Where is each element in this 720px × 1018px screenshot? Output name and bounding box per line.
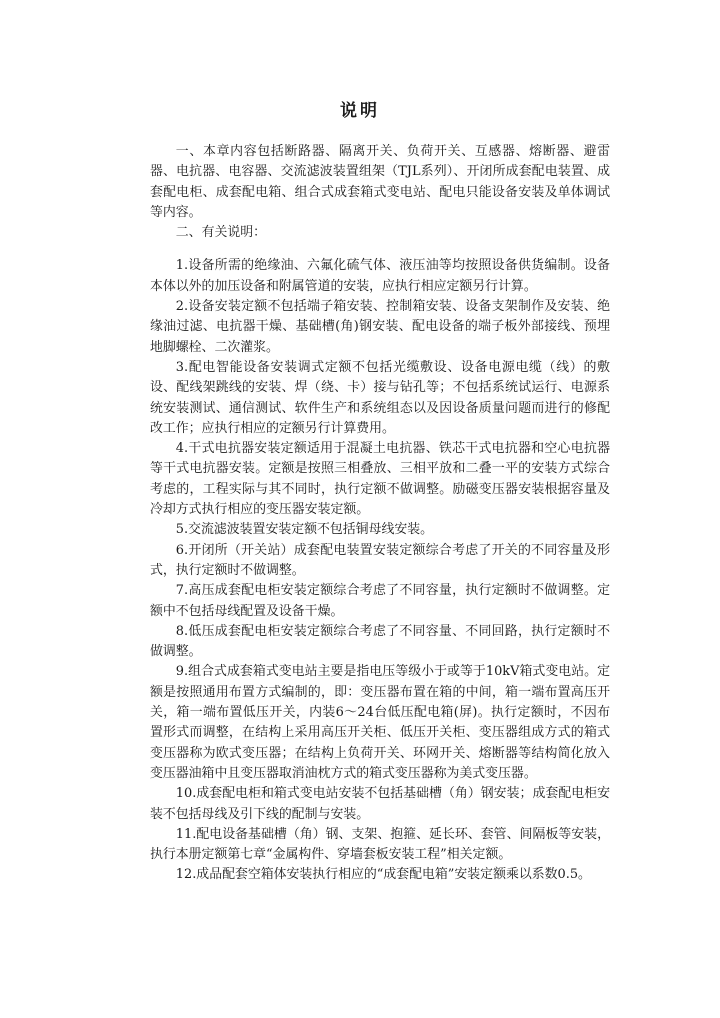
- paragraph-note-1: 1.设备所需的绝缘油、六氟化硫气体、液压油等均按照设备供货编制。设备本体以外的加压设备和附属管道的安装，应执行相应定额另行计算。: [150, 258, 610, 294]
- paragraph-note-5: 5.交流滤波装置安装定额不包括铜母线安装。: [175, 522, 434, 538]
- page-title: 说明: [340, 101, 380, 121]
- paragraph-scope: 一、本章内容包括断路器、隔离开关、负荷开关、互感器、熔断器、避雷器、电抗器、电容器、交流滤波装置组架（TJL系列）、开闭所成套配电装置、成套配电柜、成套配电箱、组合式成套箱式变电站、配电只能设备安装及单体调试等内容。: [150, 144, 610, 220]
- paragraph-notes-heading: 二、有关说明：: [175, 225, 267, 241]
- paragraph-note-4: 4.干式电抗器安装定额适用于混凝土电抗器、铁芯干式电抗器和空心电抗器等干式电抗器安装。定额是按照三相叠放、三相平放和二叠一平的安装方式综合考虑的，工程实际与其不同时，执行定额不做调整。励磁变压器安装根据容量及冷却方式执行相应的变压器安装定额。: [150, 441, 610, 518]
- paragraph-note-2: 2.设备安装定额不包括端子箱安装、控制箱安装、设备支架制作及安装、绝缘油过滤、电抗器干燥、基础槽(角)钢安装、配电设备的端子板外部接线、预埋地脚螺栓、二次灌浆。: [150, 299, 610, 355]
- paragraph-note-11: 11.配电设备基础槽（角）钢、支架、抱箍、延长环、套管、间隔板等安装，执行本册定额第七章“金属构件、穿墙套板安装工程”相关定额。: [150, 826, 610, 863]
- document-body: [150, 142, 610, 886]
- paragraph-note-6: 6.开闭所（开关站）成套配电装置安装定额综合考虑了开关的不同容量及形式，执行定额时不做调整。: [150, 542, 610, 578]
- paragraph-note-10: 10.成套配电柜和箱式变电站安装不包括基础槽（角）钢安装；成套配电柜安装不包括母线及引下线的配制与安装。: [150, 786, 610, 822]
- paragraph-note-9: 9.组合式成套箱式变电站主要是指电压等级小于或等于10kV箱式变电站。定额是按照通用布置方式编制的，即：变压器布置在箱的中间，箱一端布置高压开关，箱一端布置低压开关，内装6～24台低压配电箱(屏)。执行定额时，不因布置形式而调整，在结构上采用高压开关柜、低压开关柜、变压器组成方式的箱式变压器称为欧式变压器；在结构上负荷开关、环网开关、熔断器等结构简化放入变压器油箱中且变压器取消油枕方式的箱式变压器称为美式变压器。: [150, 664, 610, 781]
- paragraph-note-12: 12.成品配套空箱体安装执行相应的“成套配电箱”安装定额乘以系数0.5。: [175, 867, 591, 883]
- paragraph-note-7: 7.高压成套配电柜安装定额综合考虑了不同容量，执行定额时不做调整。定额中不包括母线配置及设备干燥。: [150, 583, 610, 619]
- paragraph-note-8: 8.低压成套配电柜安装定额综合考虑了不同容量、不同回路，执行定额时不做调整。: [150, 623, 610, 660]
- paragraph-note-3: 3.配电智能设备安装调式定额不包括光缆敷设、设备电源电缆（线）的敷设、配线架跳线的安装、焊（绕、卡）接与钻孔等；不包括系统试运行、电源系统安装测试、通信测试、软件生产和系统组态以及因设备质量问题而进行的修配改工作；应执行相应的定额另行计算费用。: [150, 359, 610, 436]
